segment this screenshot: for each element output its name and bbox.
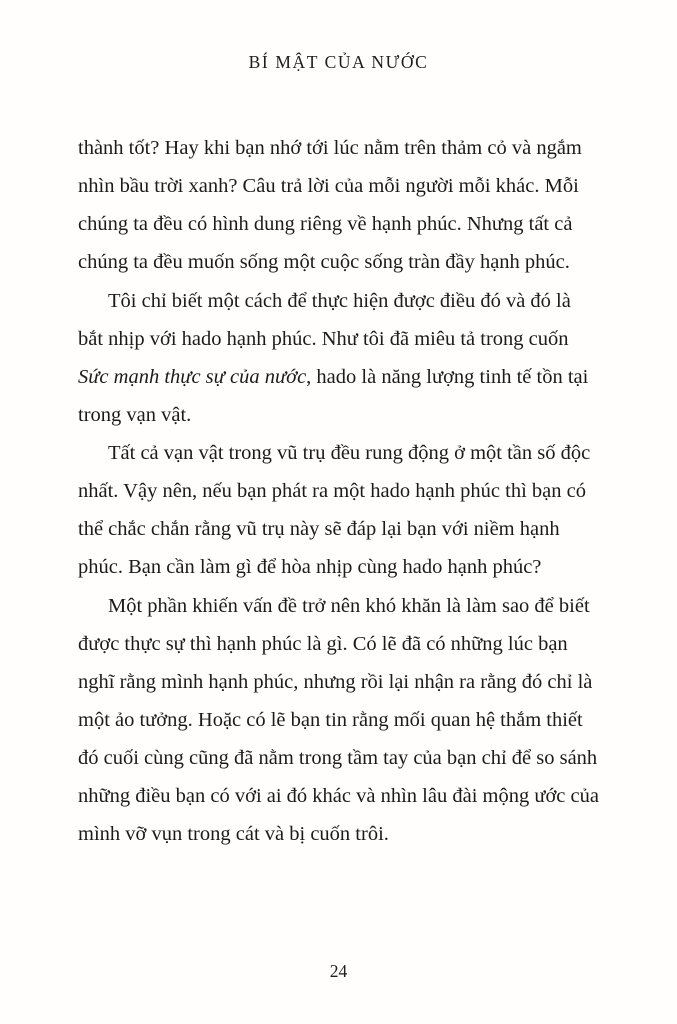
paragraph bbox=[78, 129, 599, 282]
running-head: BÍ MẬT CỦA NƯỚC bbox=[248, 52, 429, 72]
text-run: thành tốt? Hay khi bạn nhớ tới lúc nằm trên thảm cỏ và ngắm nhìn bầu trời xanh? Câu trả lời của mỗi người mỗi khác. Mỗi chúng ta đều có hình dung riêng về hạnh phúc. Nhưng tất cả chúng ta đều muốn sống một cuộc sống tràn đầy hạnh phúc. bbox=[78, 137, 582, 274]
text-run: Tôi chỉ biết một cách để thực hiện được điều đó và đó là bắt nhịp với hado hạnh phúc. Như tôi đã miêu tả trong cuốn bbox=[78, 289, 571, 350]
text-run: Tất cả vạn vật trong vũ trụ đều rung động ở một tần số độc nhất. Vậy nên, nếu bạn phát ra một hado hạnh phúc thì bạn có thể chắc chắn rằng vũ trụ này sẽ đáp lại bạn với niềm hạnh phúc. Bạn cần làm gì để hòa nhịp cùng hado hạnh phúc? bbox=[78, 442, 591, 579]
paragraph bbox=[78, 434, 599, 587]
page-number: 24 bbox=[329, 961, 348, 981]
page-body bbox=[78, 129, 599, 853]
book-title-italic: Sức mạnh thực sự của nước bbox=[78, 365, 307, 388]
text-run: , hado là năng lượng tinh tế tồn tại trong vạn vật. bbox=[78, 365, 589, 426]
paragraph bbox=[78, 282, 599, 435]
paragraph bbox=[78, 587, 599, 854]
text-run: Một phần khiến vấn đề trở nên khó khăn là làm sao để biết được thực sự thì hạnh phúc là gì. Có lẽ đã có những lúc bạn nghĩ rằng mình hạnh phúc, nhưng rồi lại nhận ra rằng đó chỉ là một ảo tưởng. Hoặc có lẽ bạn tin rằng mối quan hệ thắm thiết đó cuối cùng cũng đã nằm trong tầm tay của bạn chỉ để so sánh những điều bạn có với ai đó khác và nhìn lâu đài mộng ước của mình vỡ vụn trong cát và bị cuốn trôi. bbox=[78, 594, 599, 846]
